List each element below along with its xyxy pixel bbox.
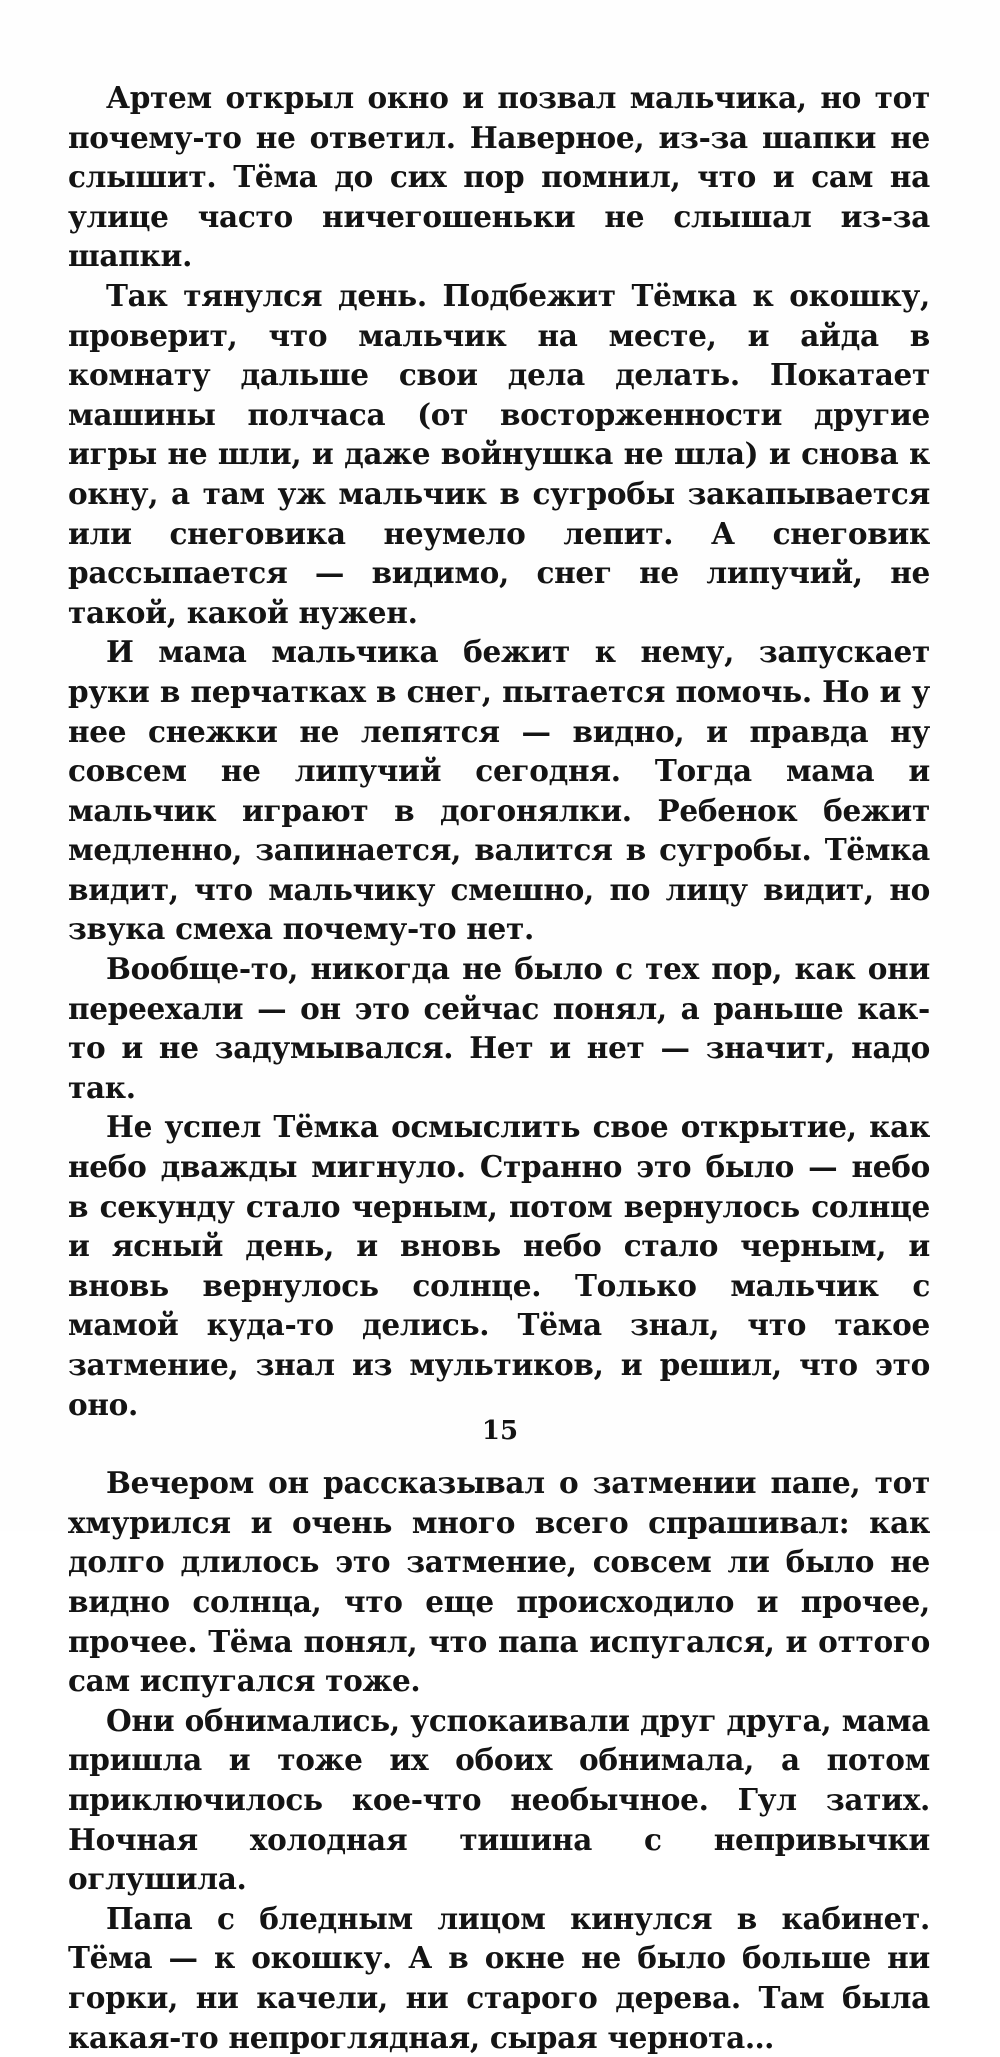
paragraph: Не успел Тёмка осмыслить свое открытие, как небо дважды мигнуло. Странно это было — небо в секунду стало черным, потом вернулось солнце и ясный день, и вновь небо стало черным, и вновь вернулось солнце. Только мальчик с мамой куда-то делись. Тёма знал, что такое затмение, знал из мультиков, и решил, что это оно. xyxy=(68,1109,930,1422)
paragraph: Артем открыл окно и позвал мальчика, но тот почему-то не ответил. Наверное, из-за шапки не слышит. Тёма до сих пор помнил, что и сам на улице часто ничегошеньки не слышал из-за шапки. xyxy=(68,80,930,274)
paragraph: Вечером он рассказывал о затмении папе, тот хмурился и очень много всего спрашивал: как долго длилось это затмение, совсем ли было не видно солнца, что еще происходило и прочее, прочее. Тёма понял, что папа испугался, и оттого сам испугался тоже. xyxy=(68,1465,930,1699)
paragraph: И мама мальчика бежит к нему, запускает руки в перчатках в снег, пытается помочь. Но и у нее снежки не лепятся — видно, и правда ну совсем не липучий сегодня. Тогда мама и мальчик играют в догонялки. Ребенок бежит медленно, запинается, валится в сугробы. Тёмка видит, что мальчику смешно, по лицу видит, но звука смеха почему-то нет. xyxy=(68,634,930,947)
paragraph: Папа с бледным лицом кинулся в кабинет. Тёма — к окошку. А в окне не было больше ни горки, ни качели, ни старого дерева. Там была какая-то непроглядная, сырая чернота… xyxy=(68,1900,930,2055)
page-number: 15 xyxy=(481,1416,519,1446)
paragraph: Так тянулся день. Подбежит Тёмка к окошку, проверит, что мальчик на месте, и айда в комнату дальше свои дела делать. Покатает машины полчаса (от восторженности другие игры не шли, и даже войнушка не шла) и снова к окну, а там уж мальчик в сугробы закапывается или снеговика неумело лепит. А снеговик рассыпается — видимо, снег не липучий, не такой, какой нужен. xyxy=(68,277,930,630)
body-text xyxy=(68,78,930,2057)
paragraph: Они обнимались, успокаивали друг друга, мама пришла и тоже их обоих обнимала, а потом приключилось кое-что необычное. Гул затих. Ночная холодная тишина с непривычки оглушила. xyxy=(68,1702,930,1897)
paragraph: Вообще-то, никогда не было с тех пор, как они переехали — он это сейчас понял, а раньше как-то и не задумывался. Нет и нет — значит, надо так. xyxy=(68,951,930,1105)
